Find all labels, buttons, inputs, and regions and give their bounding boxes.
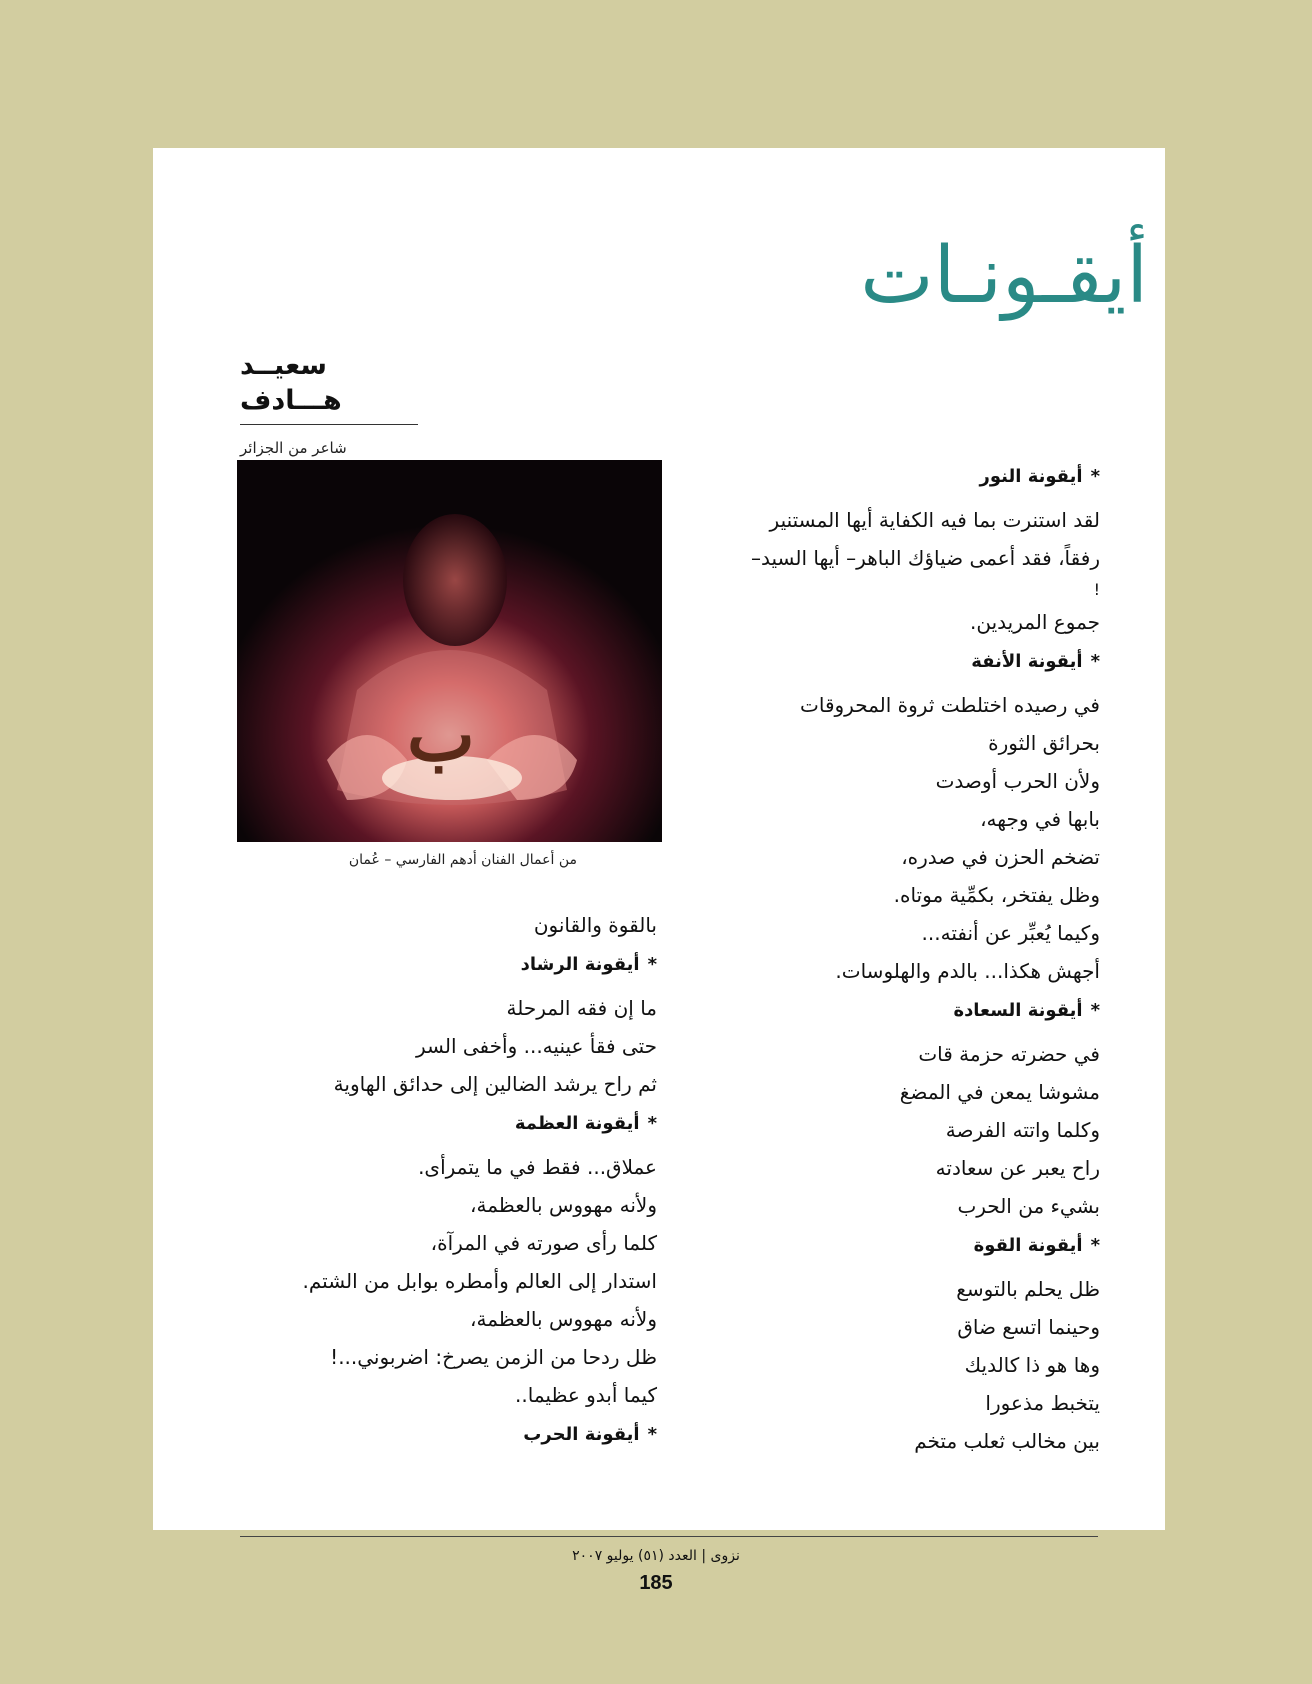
- verse-line: لقد استنرت بما فيه الكفاية أيها المستنير: [769, 508, 1100, 532]
- verse-line: كلما رأى صورته في المرآة،: [430, 1231, 657, 1255]
- verse-line: في حضرته حزمة قات: [918, 1042, 1100, 1066]
- star-bullet: *: [1090, 466, 1100, 487]
- artwork-image: [237, 460, 662, 842]
- verse-line: !: [1093, 580, 1100, 599]
- section-heading: [227, 950, 657, 980]
- star-bullet: *: [647, 1113, 657, 1134]
- verse-line: استدار إلى العالم وأمطره بوابل من الشتم.: [302, 1269, 657, 1293]
- verse-line: ولأن الحرب أوصدت: [935, 769, 1100, 793]
- verse-line: ولأنه مهووس بالعظمة،: [470, 1193, 657, 1217]
- star-bullet: *: [647, 954, 657, 975]
- section-heading: [630, 647, 1100, 677]
- section-title: أيقونة النور: [979, 466, 1083, 487]
- verse-line: وكلما واتته الفرصة: [945, 1118, 1100, 1142]
- verse-line: ظل ردحا من الزمن يصرخ: اضربوني...!: [330, 1345, 657, 1369]
- page-title: أيقـونـات: [860, 231, 1148, 321]
- artwork-letter: ب: [407, 692, 475, 777]
- footer-divider: [240, 1536, 1098, 1537]
- verse-line: مشوشا يمعن في المضغ: [899, 1080, 1100, 1104]
- footer-issue-info: نزوى | العدد (٥١) يوليو ٢٠٠٧: [572, 1548, 740, 1564]
- section-heading: [630, 1231, 1100, 1261]
- section-heading: [227, 1109, 657, 1139]
- section-heading: [630, 996, 1100, 1026]
- verse-line: رفقاً، فقد أعمى ضياؤك الباهر– أيها السيد–: [750, 546, 1100, 570]
- section-title: أيقونة الحرب: [523, 1424, 640, 1445]
- author-name: سعيــد هـــادف: [240, 348, 418, 425]
- verse-line: بالقوة والقانون: [533, 913, 657, 937]
- verse-line: ثم راح يرشد الضالين إلى حدائق الهاوية: [333, 1072, 657, 1096]
- verse-line: تضخم الحزن في صدره،: [901, 845, 1100, 869]
- verse-line: عملاق... فقط في ما يتمرأى.: [418, 1155, 657, 1179]
- verse-line: ظل يحلم بالتوسع: [956, 1277, 1100, 1301]
- verse-line: وها هو ذا كالديك: [964, 1353, 1100, 1377]
- author-description: شاعر من الجزائر: [240, 439, 347, 458]
- star-bullet: *: [1090, 1000, 1100, 1021]
- verse-line: في رصيده اختلطت ثروة المحروقات: [800, 693, 1100, 717]
- section-title: أيقونة السعادة: [953, 1000, 1083, 1021]
- verse-line: يتخبط مذعورا: [985, 1391, 1100, 1415]
- verse-line: كيما أبدو عظيما..: [515, 1383, 657, 1407]
- section-title: أيقونة الرشاد: [520, 954, 640, 975]
- verse-line: بين مخالب ثعلب متخم: [914, 1429, 1100, 1453]
- verse-line: جموع المريدين.: [969, 610, 1100, 634]
- star-bullet: *: [1090, 1235, 1100, 1256]
- artwork-caption: من أعمال الفنان أدهم الفارسي – عُمان: [348, 852, 577, 868]
- verse-line: وحينما اتسع ضاق: [957, 1315, 1100, 1339]
- verse-line: حتى فقأ عينيه... وأخفى السر: [416, 1034, 657, 1058]
- verse-line: أجهش هكذا... بالدم والهلوسات.: [835, 959, 1100, 983]
- author-block: [240, 348, 418, 457]
- verse-line: راح يعبر عن سعادته: [935, 1156, 1100, 1180]
- verse-line: بشيء من الحرب: [957, 1194, 1100, 1218]
- section-heading: [227, 1420, 657, 1450]
- section-title: أيقونة العظمة: [514, 1113, 640, 1134]
- left-column: [227, 906, 657, 1459]
- verse-line: ما إن فقه المرحلة: [506, 996, 657, 1020]
- verse-line: ولأنه مهووس بالعظمة،: [470, 1307, 657, 1331]
- section-title: أيقونة الأنفة: [971, 651, 1083, 672]
- section-title: أيقونة القوة: [973, 1235, 1083, 1256]
- star-bullet: *: [647, 1424, 657, 1445]
- verse-line: وكيما يُعبِّر عن أنفته...: [921, 921, 1100, 945]
- verse-line: بحرائق الثورة: [988, 731, 1100, 755]
- verse-line: وظل يفتخر، بكمِّية موتاه.: [893, 883, 1100, 907]
- page-number: 185: [639, 1572, 673, 1594]
- star-bullet: *: [1090, 651, 1100, 672]
- section-heading: [630, 462, 1100, 492]
- verse-line: بابها في وجهه،: [980, 807, 1100, 831]
- right-column: [630, 462, 1100, 1460]
